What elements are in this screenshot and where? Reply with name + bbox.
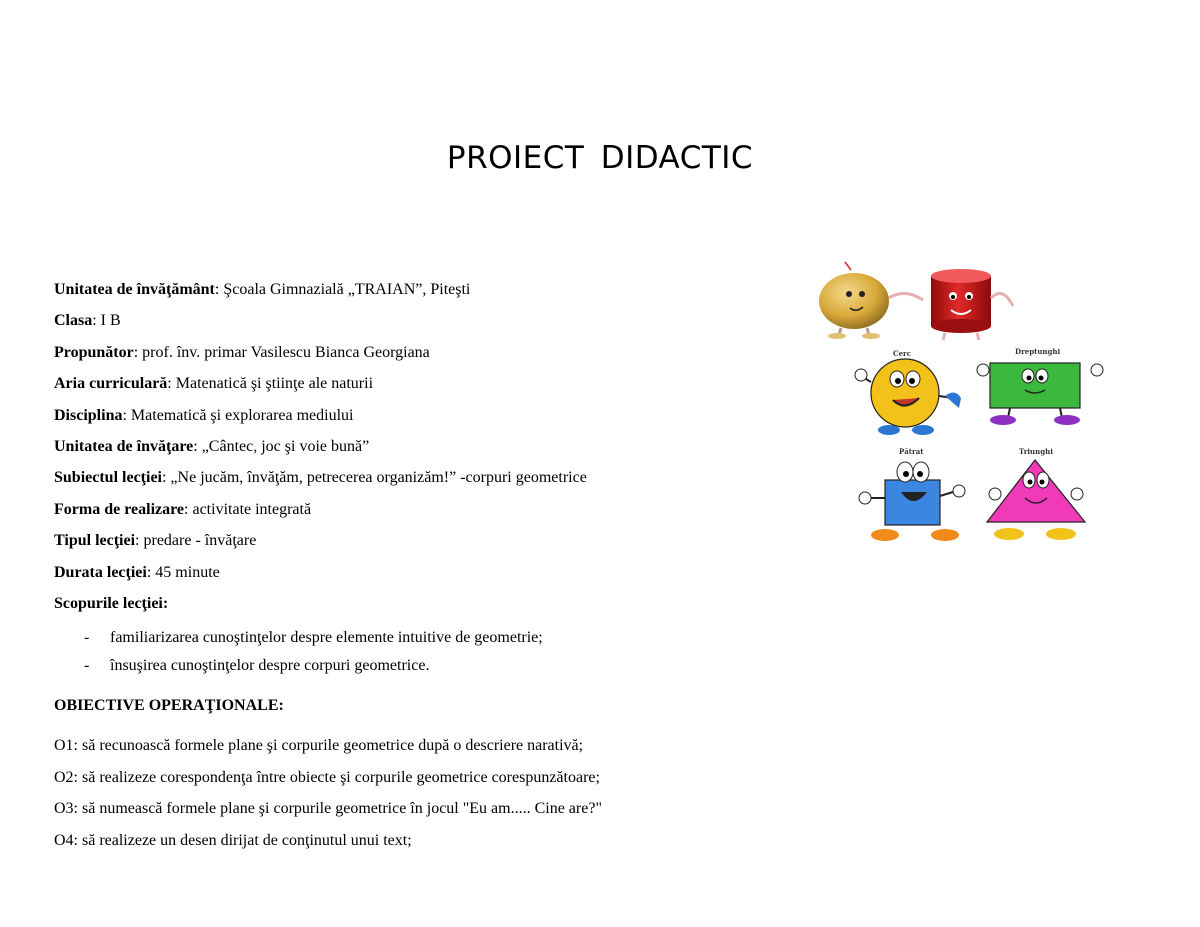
info-label: Unitatea de învăţare	[54, 437, 194, 455]
info-label: Disciplina	[54, 406, 123, 424]
square-label: Pătrat	[899, 447, 924, 456]
info-row-class	[54, 310, 587, 341]
info-label: Unitatea de învăţământ	[54, 281, 215, 298]
objective-o1: O1: să recunoască formele plane şi corpurile geometrice după o descriere narativă;	[54, 737, 584, 754]
info-row-form	[54, 499, 587, 530]
list-item	[84, 655, 543, 683]
info-label: Scopurile lecţiei:	[54, 594, 169, 612]
objective-o2: O2: să realizeze corespondenţa între obiecte şi corpurile geometrice corespunzătoare;	[54, 768, 600, 786]
sphere-character	[819, 262, 923, 339]
goals-list	[84, 627, 543, 683]
rectangle-character	[977, 347, 1103, 425]
lesson-info-list	[54, 279, 587, 624]
info-value: : Şcoala Gimnazială „TRAIAN”, Piteşti	[214, 281, 471, 298]
goal-text: însuşirea cunoştinţelor despre corpuri geometrice.	[110, 657, 430, 674]
cylinder-character	[931, 269, 1013, 340]
info-value: : 45 minute	[146, 563, 220, 581]
info-label: Forma de realizare	[54, 500, 185, 518]
info-label: Clasa	[54, 312, 93, 330]
info-value: : „Ne jucăm, învăţăm, petrecerea organizăm!” -corpuri geometrice	[161, 469, 587, 487]
geometric-shapes-illustration	[805, 258, 1115, 553]
info-label: Aria curriculară	[54, 375, 168, 393]
list-item	[84, 627, 543, 655]
info-row-discipline	[54, 405, 587, 436]
info-row-school	[54, 279, 587, 310]
objectives-heading: OBIECTIVE OPERAŢIONALE:	[54, 697, 284, 714]
info-row-lesson-type	[54, 530, 587, 561]
info-value: : Matematică şi explorarea mediului	[122, 406, 354, 424]
dash-bullet: -	[84, 657, 90, 674]
triangle-character	[987, 447, 1085, 540]
info-value: : activitate integrată	[184, 500, 312, 518]
info-label: Propunător	[54, 343, 134, 361]
info-label: Durata lecţiei	[54, 563, 147, 581]
info-row-teacher	[54, 342, 587, 373]
rectangle-label: Dreptunghi	[1015, 347, 1061, 356]
circle-character	[855, 349, 961, 435]
objective-o4: O4: să realizeze un desen dirijat de conţinutul unui text;	[54, 831, 412, 849]
info-row-learning-unit	[54, 436, 587, 467]
page-title: PROIECT DIDACTIC	[446, 140, 754, 176]
info-value: : predare - învăţare	[135, 532, 257, 550]
info-label: Tipul lecţiei	[54, 532, 136, 550]
objectives-list	[54, 735, 602, 861]
square-character	[859, 447, 965, 541]
info-row-subject	[54, 467, 587, 498]
info-label: Subiectul lecţiei	[54, 469, 162, 487]
dash-bullet: -	[84, 629, 90, 646]
circle-label: Cerc	[893, 349, 911, 358]
info-row-goals-heading	[54, 593, 587, 624]
objective-o3: O3: să numească formele plane şi corpurile geometrice în jocul "Eu am..... Cine are?"	[54, 800, 602, 817]
info-value: : I B	[92, 312, 121, 330]
info-value: : Matenatică şi ştiinţe ale naturii	[167, 375, 374, 393]
info-row-duration	[54, 562, 587, 593]
goal-text: familiarizarea cunoştinţelor despre elemente intuitive de geometrie;	[110, 629, 543, 646]
triangle-label: Triunghi	[1019, 447, 1053, 456]
info-value: : „Cântec, joc şi voie bună”	[193, 437, 370, 455]
info-row-curricular-area	[54, 373, 587, 404]
info-value: : prof. înv. primar Vasilescu Bianca Georgiana	[133, 343, 430, 361]
